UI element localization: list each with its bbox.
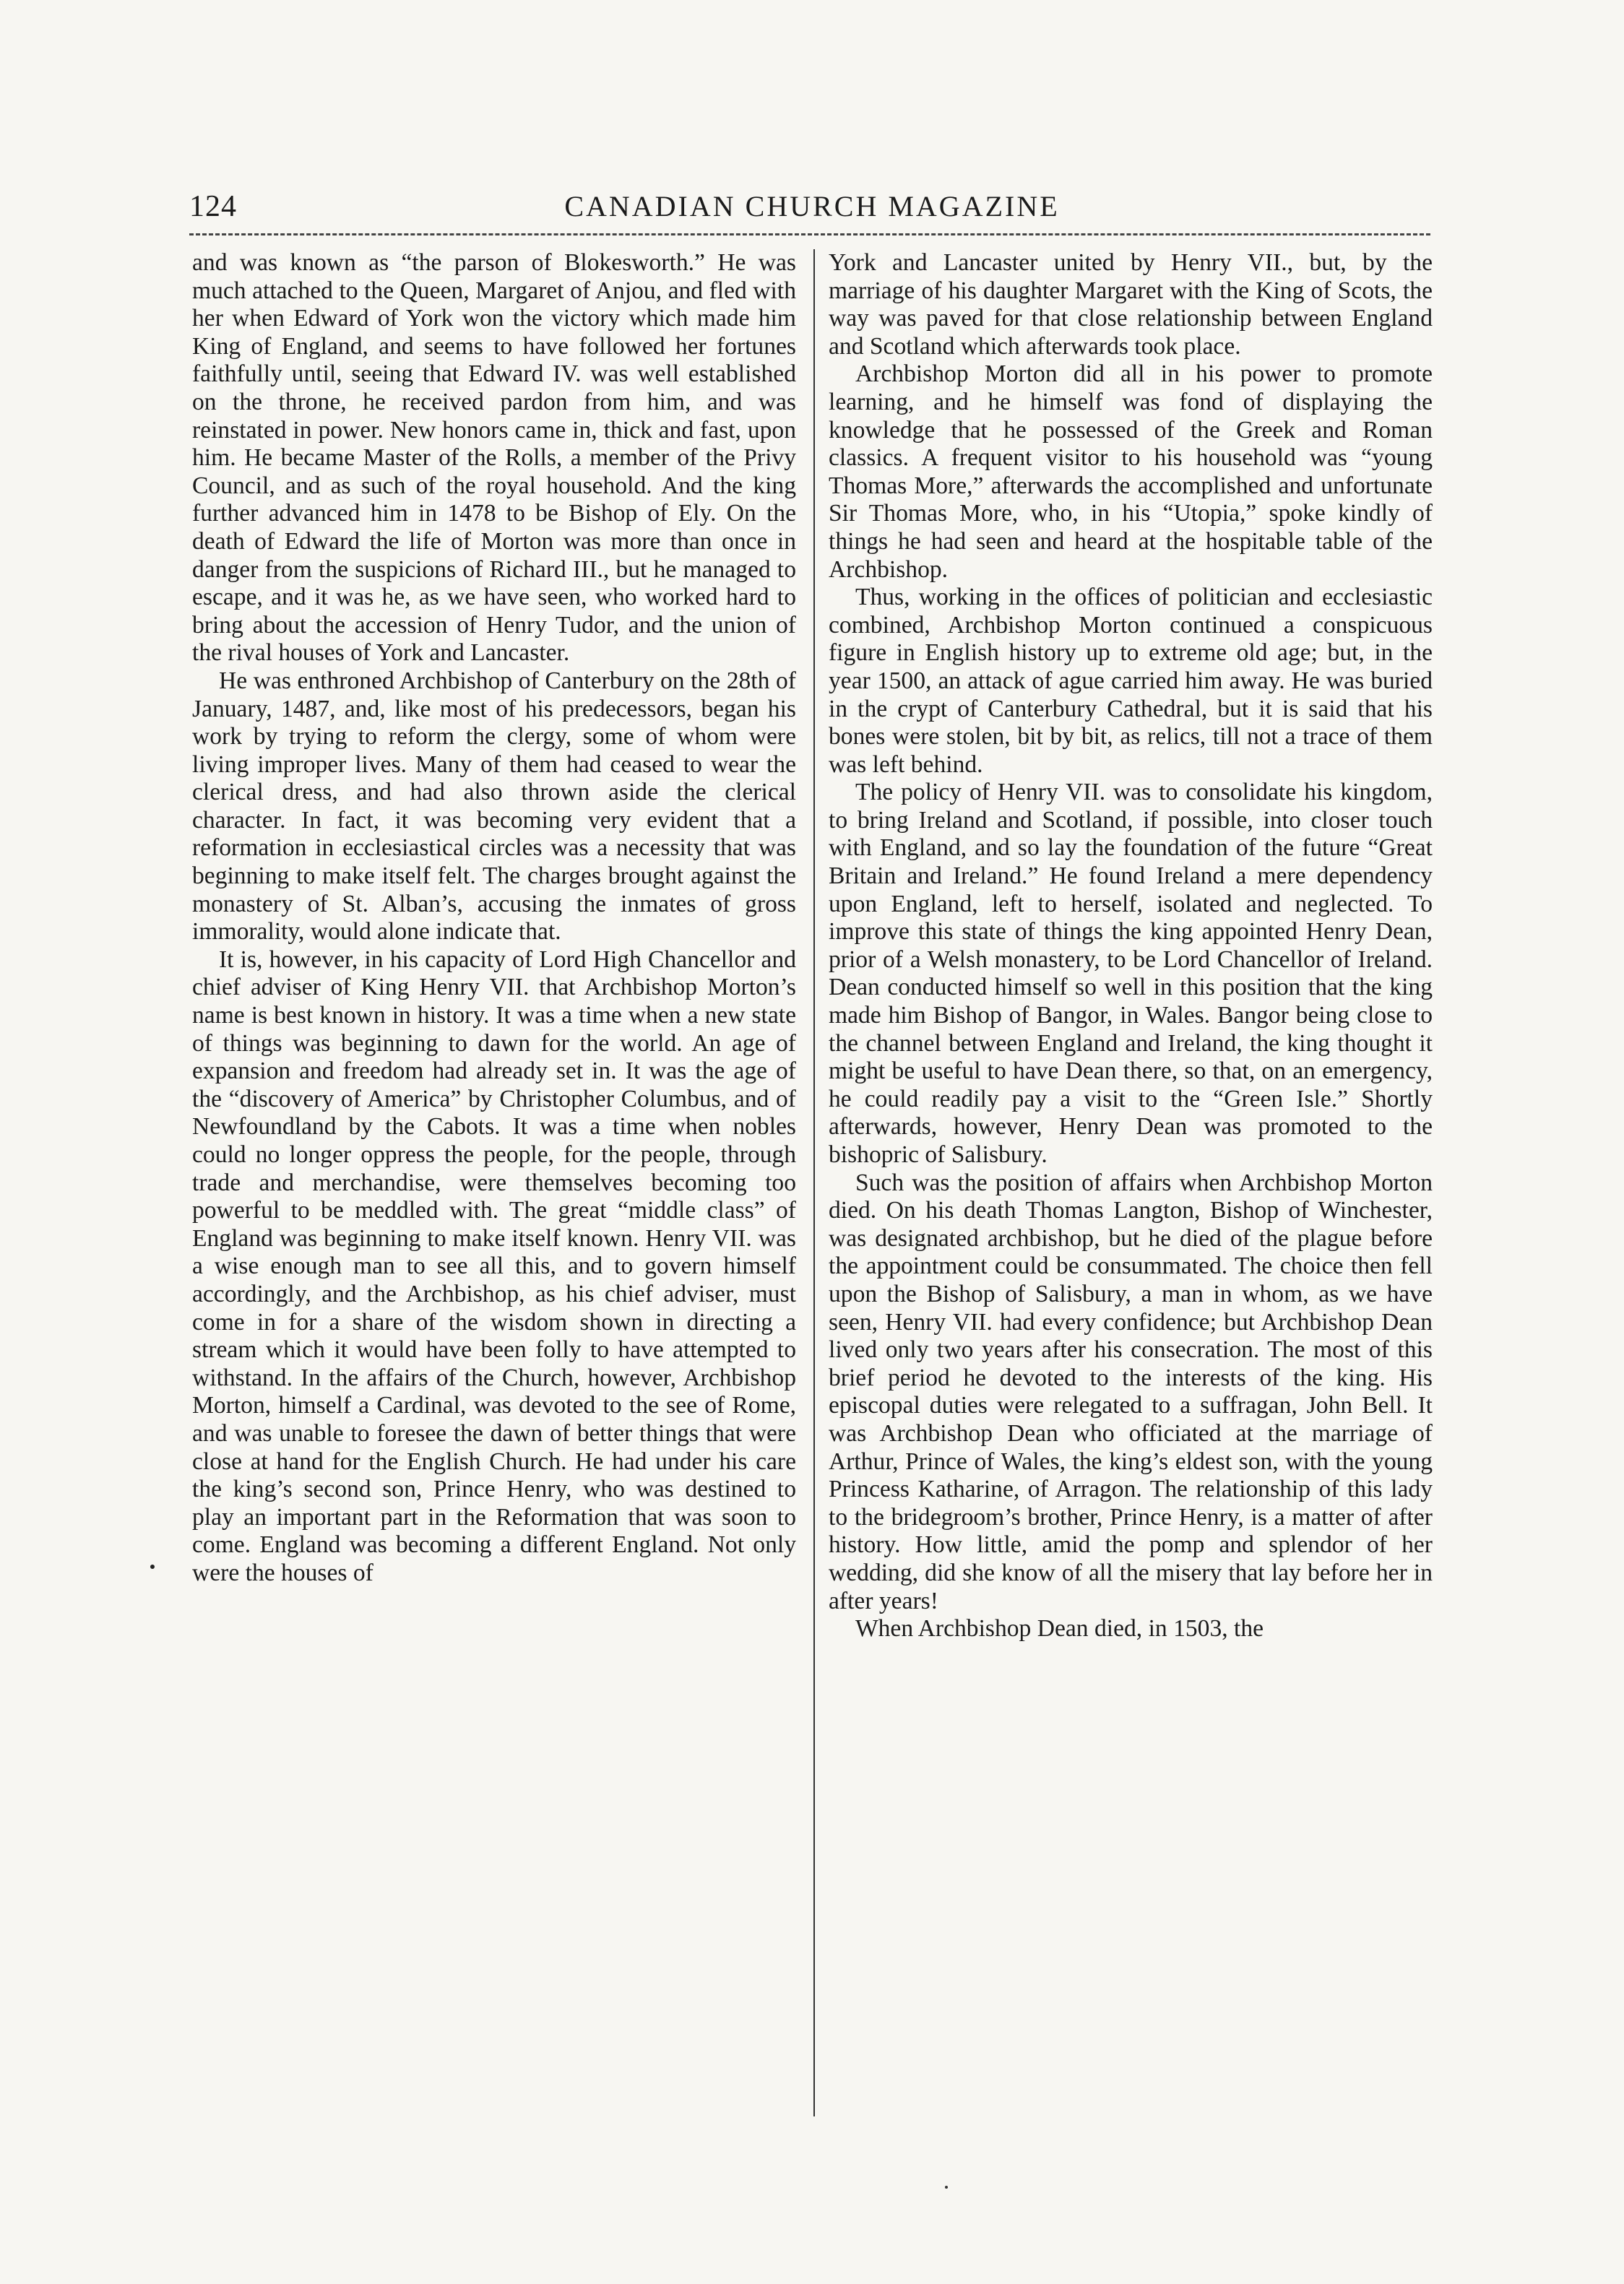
left-column (192, 249, 796, 2116)
print-speck (945, 2186, 948, 2189)
paragraph: He was enthroned Archbishop of Canterbury on the 28th of January, 1487, and, like most of his predecessors, began his work by trying to reform the clergy, some of whom were living improper lives. Many of them had ceased to wear the clerical dress, and had also thrown aside the clerical character. In fact, it was becoming very evident that a reformation in ecclesiastical circles was a necessity that was beginning to make itself felt. The charges brought against the monastery of St. Alban’s, accusing the inmates of gross immorality, would alone indicate that. (192, 667, 796, 946)
paragraph: When Archbishop Dean died, in 1503, the (855, 1615, 1264, 1643)
page-number: 124 (189, 190, 237, 223)
paragraph: It is, however, in his capacity of Lord High Chancellor and chief adviser of King Henry VII. that Archbishop Morton’s name is best known in history. It was a time when a new state of things was beginning to dawn for the world. An age of expansion and freedom had already set in. It was the age of the “discovery of America” by Christopher Columbus, and of Newfoundland by the Cabots. It was a time when nobles could no longer oppress the people, for the people, through trade and merchandise, were themselves becoming too powerful to be meddled with. The great “middle class” of England was beginning to make itself known. Henry VII. was a wise enough man to see all this, and to govern himself accordingly, and the Archbishop, as his chief adviser, must come in for a share of the wisdom shown in directing a stream which it would have been folly to have attempted to withstand. In the affairs of the Church, however, Archbishop Morton, himself a Cardinal, was devoted to the see of Rome, and was unable to foresee the dawn of better things that were close at hand for the English Church. He had under his care the king’s second son, Prince Henry, who was destined to play an important part in the Reformation that was soon to come. England was becoming a different England. Not only were the houses of (192, 946, 796, 1586)
paragraph: Such was the position of affairs when Archbishop Morton died. On his death Thomas Langton, Bishop of Winchester, was designated archbishop, but he died of the plague before the appointment could be consummated. The choice then fell upon the Bishop of Salisbury, a man in whom, as we have seen, Henry VII. had every confidence; but Archbishop Dean lived only two years after his consecration. The most of this brief period he devoted to the interests of the king. His episcopal duties were relegated to a suffragan, John Bell. It was Archbishop Dean who officiated at the marriage of Arthur, Prince of Wales, the king’s eldest son, with the young Princess Katharine, of Arragon. The relationship of this lady to the bridegroom’s brother, Prince Henry, is a matter of after history. How little, amid the pomp and splendor of her wedding, did she know of all the misery that lay before her in after years! (829, 1169, 1433, 1614)
column-divider (813, 249, 815, 2116)
running-head-title: CANADIAN CHURCH MAGAZINE (564, 190, 1060, 222)
paragraph: York and Lancaster united by Henry VII., but, by the marriage of his daughter Margaret with the King of Scots, the way was paved for that close relationship between England and Scotland which afterwards took place. (829, 249, 1433, 360)
header-rule (189, 233, 1430, 235)
paragraph: The policy of Henry VII. was to consolidate his kingdom, to bring Ireland and Scotland, if possible, into closer touch with England, and so lay the foundation of the future “Great Britain and Ireland.” He found Ireland a mere dependency upon England, left to herself, isolated and neglected. To improve this state of things the king appointed Henry Dean, prior of a Welsh monastery, to be Lord Chancellor of Ireland. Dean conducted himself so well in this position that the king made him Bishop of Bangor, in Wales. Bangor being close to the channel between England and Ireland, the king thought it might be useful to have Dean there, so that, on an emergency, he could readily pay a visit to the “Green Isle.” Shortly afterwards, however, Henry Dean was promoted to the bishopric of Salisbury. (829, 779, 1433, 1168)
paragraph: Thus, working in the offices of politician and ecclesiastic combined, Archbishop Morton continued a conspicuous figure in English history up to extreme old age; but, in the year 1500, an attack of ague carried him away. He was buried in the crypt of Canterbury Cathedral, but it is said that his bones were stolen, bit by bit, as relics, till not a trace of them was left behind. (829, 584, 1433, 778)
print-speck (150, 1565, 155, 1569)
paragraph: Archbishop Morton did all in his power to promote learning, and he himself was fond of displaying the knowledge that he possessed of the Greek and Roman classics. A frequent visitor to his household was “young Thomas More,” afterwards the accomplished and unfortunate Sir Thomas More, who, in his “Utopia,” spoke kindly of things he had seen and heard at the hospitable table of the Archbishop. (829, 360, 1433, 583)
paragraph: and was known as “the parson of Blokesworth.” He was much attached to the Queen, Margaret of Anjou, and fled with her when Edward of York won the victory which made him King of England, and seems to have followed her fortunes faithfully until, seeing that Edward IV. was well established on the throne, he received pardon from him, and was reinstated in power. New honors came in, thick and fast, upon him. He became Master of the Rolls, a member of the Privy Council, and as such of the royal household. And the king further advanced him in 1478 to be Bishop of Ely. On the death of Edward the life of Morton was more than once in danger from the suspicions of Richard III., but he managed to escape, and it was he, as we have seen, who worked hard to bring about the accession of Henry Tudor, and the union of the rival houses of York and Lancaster. (192, 249, 796, 667)
right-column (829, 249, 1433, 2116)
